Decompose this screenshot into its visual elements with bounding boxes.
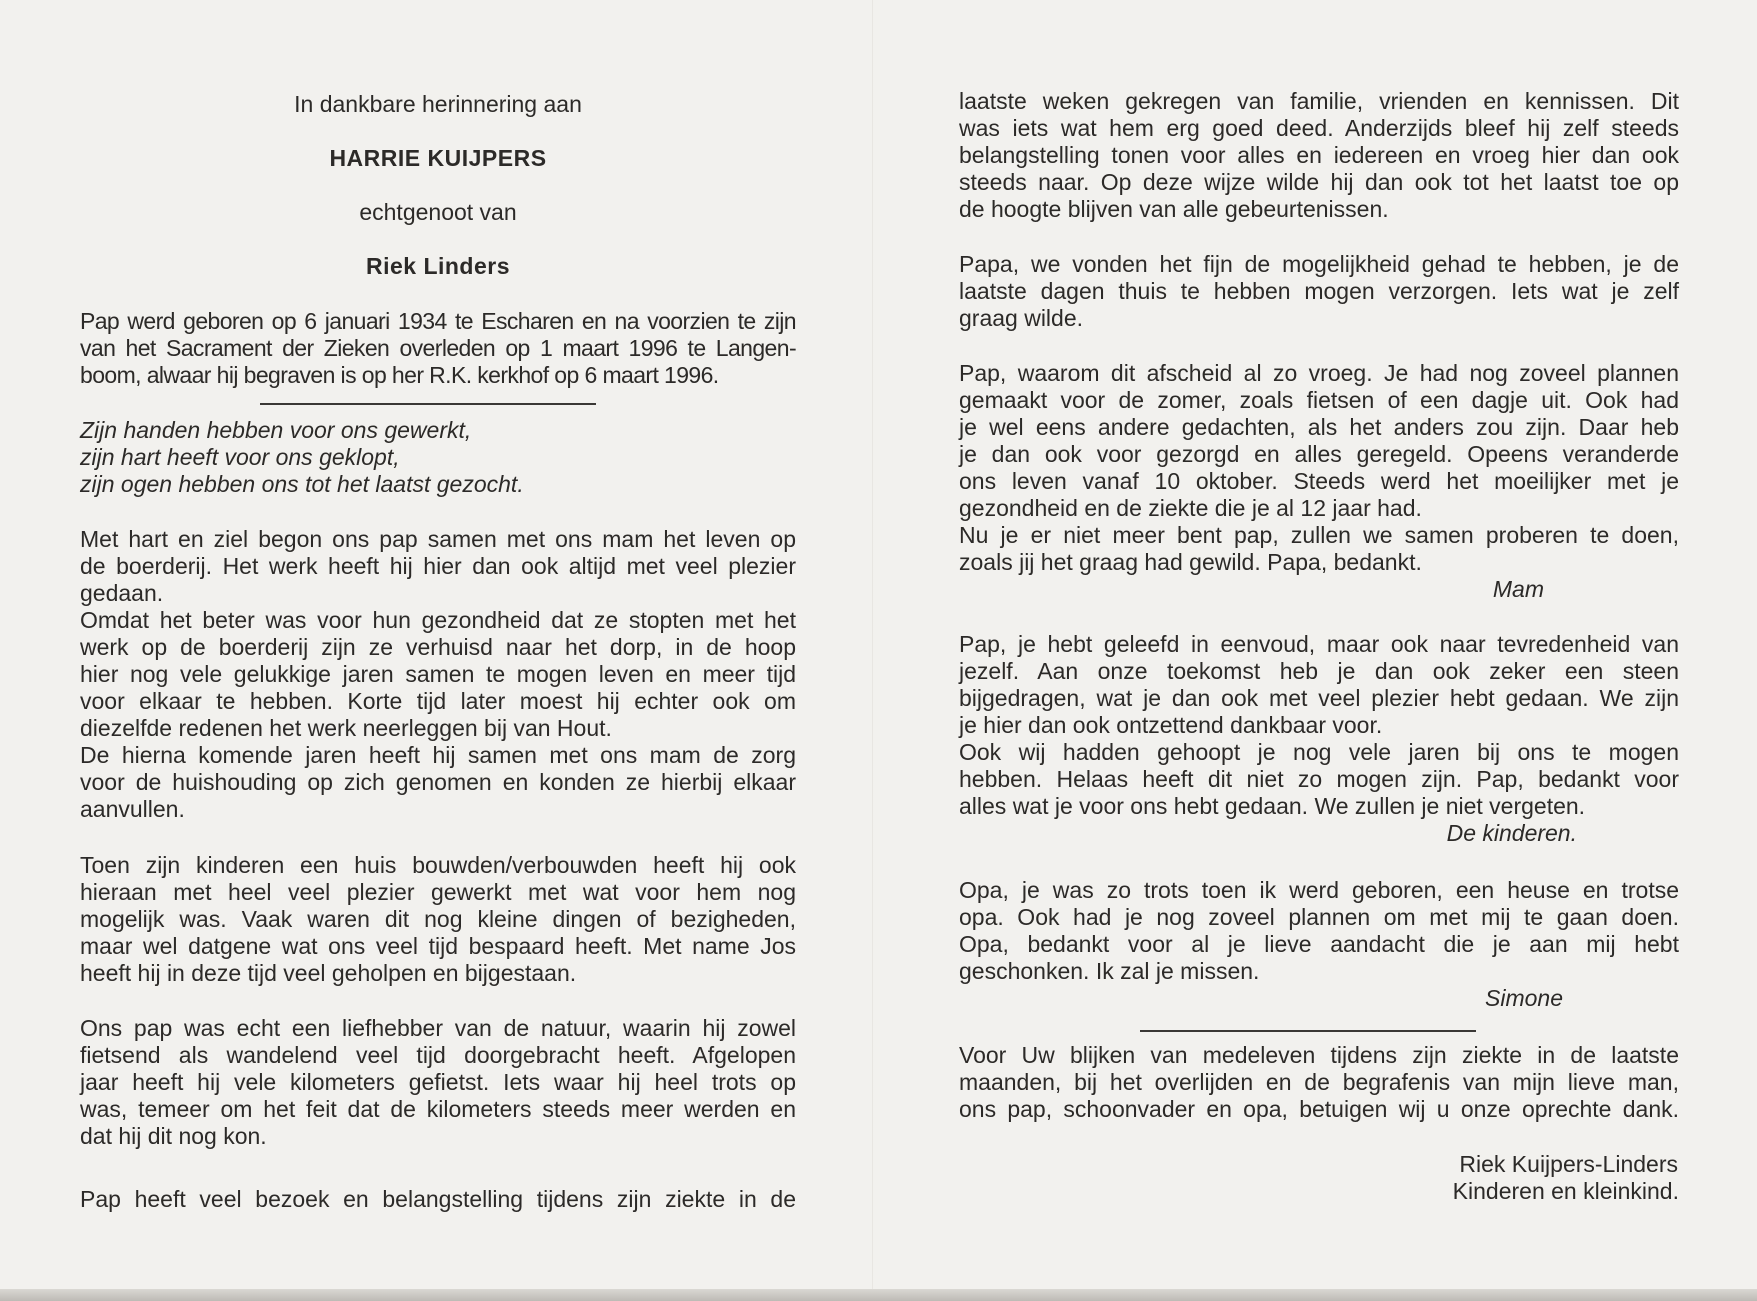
body-line: Pap, je hebt geleefd in eenvoud, maar ook naar tevredenheid van [959,631,1679,657]
signature-simone: Simone [1485,985,1563,1011]
body-line: Nu je er niet meer bent pap, zullen we samen proberen te doen, [959,522,1679,548]
body-line: voor elkaar te hebben. Korte tijd later moest hij echter ook om [80,688,796,714]
body-line: Met hart en ziel begon ons pap samen met ons mam het leven op [80,526,796,552]
body-line: opa. Ook had je nog zoveel plannen om met mij te gaan doen. [959,904,1679,930]
body-line: geschonken. Ik zal je missen. [959,958,1260,984]
body-line: ons leven vanaf 10 oktober. Steeds werd het moeilijker met je [959,468,1679,494]
thanks-line: Voor Uw blijken van medeleven tijdens zijn ziekte in de laatste [959,1042,1679,1068]
body-line: belangstelling tonen voor alles en iedereen en vroeg hier dan ook [959,142,1679,168]
deceased-name: HARRIE KUIJPERS [329,145,547,171]
body-line: gezondheid en de ziekte die je al 12 jaar had. [959,495,1422,521]
body-line: je hier dan ook ontzettend dankbaar voor. [959,712,1383,738]
poem-line: Zijn handen hebben voor ons gewerkt, [80,417,472,443]
body-line: Ook wij hadden gehoopt je nog vele jaren bij ons te mogen [959,739,1679,765]
body-line: De hierna komende jaren heeft hij samen met ons mam de zorg [80,742,796,768]
spouse-intro: echtgenoot van [359,199,517,225]
body-line: heeft hij in deze tijd veel geholpen en bijgestaan. [80,960,577,986]
body-line: gemaakt voor de zomer, zoals fietsen of een dagje uit. Ook had [959,387,1679,413]
body-line: diezelfde redenen het werk neerleggen bij van Hout. [80,715,612,741]
body-line: alles wat je voor ons hebt gedaan. We zullen je niet vergeten. [959,793,1586,819]
closing-signature-family: Kinderen en kleinkind. [1452,1178,1679,1204]
body-line: Pap, waarom dit afscheid al zo vroeg. Je had nog zoveel plannen [959,360,1679,386]
body-line: Pap heeft veel bezoek en belangstelling tijdens zijn ziekte in de [80,1186,796,1212]
bio-line: Pap werd geboren op 6 januari 1934 te Escharen en na voorzien te zijn [80,308,796,334]
right-page [959,0,1679,1301]
body-line: jezelf. Aan onze toekomst heb je dan ook zeker een steen [959,658,1679,684]
body-line: was, temeer om het feit dat de kilometers steeds meer werden en [80,1096,796,1122]
body-line: jaar heeft hij vele kilometers gefietst. Iets waar hij heel trots op [80,1069,796,1095]
intro-text: In dankbare herinnering aan [294,91,582,117]
body-line: graag wilde. [959,305,1084,331]
body-line: hier nog vele gelukkige jaren samen te mogen leven en meer tijd [80,661,796,687]
body-line: bijgedragen, wat je dan ook met veel plezier hebt gedaan. We zijn [959,685,1679,711]
bio-line: boom, alwaar hij begraven is op her R.K. kerkhof op 6 maart 1996. [80,362,719,388]
body-line: laatste weken gekregen van familie, vrienden en kennissen. Dit [959,88,1679,114]
body-line: hebben. Helaas heeft dit niet zo mogen zijn. Pap, bedankt voor [959,766,1679,792]
body-line: fietsend als wandelend veel tijd doorgebracht heeft. Afgelopen [80,1042,796,1068]
body-line: Opa, je was zo trots toen ik werd geboren, een heuse en trotse [959,877,1679,903]
poem-line: zijn ogen hebben ons tot het laatst gezocht. [80,471,524,497]
thanks-line: maanden, bij het overlijden en de begrafenis van mijn lieve man, [959,1069,1679,1095]
body-line: Papa, we vonden het fijn de mogelijkheid gehad te hebben, je de [959,251,1679,277]
body-line: aanvullen. [80,796,185,822]
body-line: was iets wat hem erg goed deed. Anderzijds bleef hij zelf steeds [959,115,1679,141]
body-line: de hoogte blijven van alle gebeurtenissen. [959,196,1389,222]
body-line: je wel eens andere gedachten, als het anders zou zijn. Daar heb [959,414,1679,440]
thanks-line: ons pap, schoonvader en opa, betuigen wij u onze oprechte dank. [959,1096,1679,1122]
body-line: mogelijk was. Vaak waren dit nog kleine dingen of bezigheden, [80,906,796,932]
card-fold [872,0,874,1301]
body-line: gedaan. [80,580,164,606]
body-line: werk op de boerderij zijn ze verhuisd naar het dorp, in de hoop [80,634,796,660]
body-line: voor de huishouding op zich genomen en konden ze hierbij elkaar [80,769,796,795]
body-line: laatste dagen thuis te hebben mogen verzorgen. Iets wat je zelf [959,278,1679,304]
body-line: dat hij dit nog kon. [80,1123,267,1149]
body-line: zoals jij het graag had gewild. Papa, bedankt. [959,549,1422,575]
bio-line: van het Sacrament der Zieken overleden op 1 maart 1996 te Langen- [80,335,796,361]
body-line: Omdat het beter was voor hun gezondheid dat ze stopten met het [80,607,796,633]
body-line: steeds naar. Op deze wijze wilde hij dan ook tot het laatst toe op [959,169,1679,195]
spouse-name: Riek Linders [365,253,511,279]
signature-mam: Mam [1492,576,1544,602]
body-line: maar wel datgene wat ons veel tijd bespaard heeft. Met name Jos [80,933,796,959]
body-line: Toen zijn kinderen een huis bouwden/verbouwden heeft hij ook [80,852,796,878]
body-line: de boerderij. Het werk heeft hij hier dan ook altijd met veel plezier [80,553,796,579]
signature-kinderen: De kinderen. [1446,820,1577,846]
divider-line [260,403,596,405]
poem-line: zijn hart heeft voor ons geklopt, [80,444,400,470]
body-line: hieraan met heel veel plezier gewerkt met wat voor hem nog [80,879,796,905]
body-line: Opa, bedankt voor al je lieve aandacht die je aan mij hebt [959,931,1679,957]
divider-line [1140,1030,1476,1032]
body-line: Ons pap was echt een liefhebber van de natuur, waarin hij zowel [80,1015,796,1041]
body-line: je dan ook voor gezorgd en alles geregeld. Opeens veranderde [959,441,1679,467]
card-bottom-edge [0,1289,1757,1301]
left-page [80,0,796,1301]
closing-signature-name: Riek Kuijpers-Linders [1459,1151,1678,1177]
